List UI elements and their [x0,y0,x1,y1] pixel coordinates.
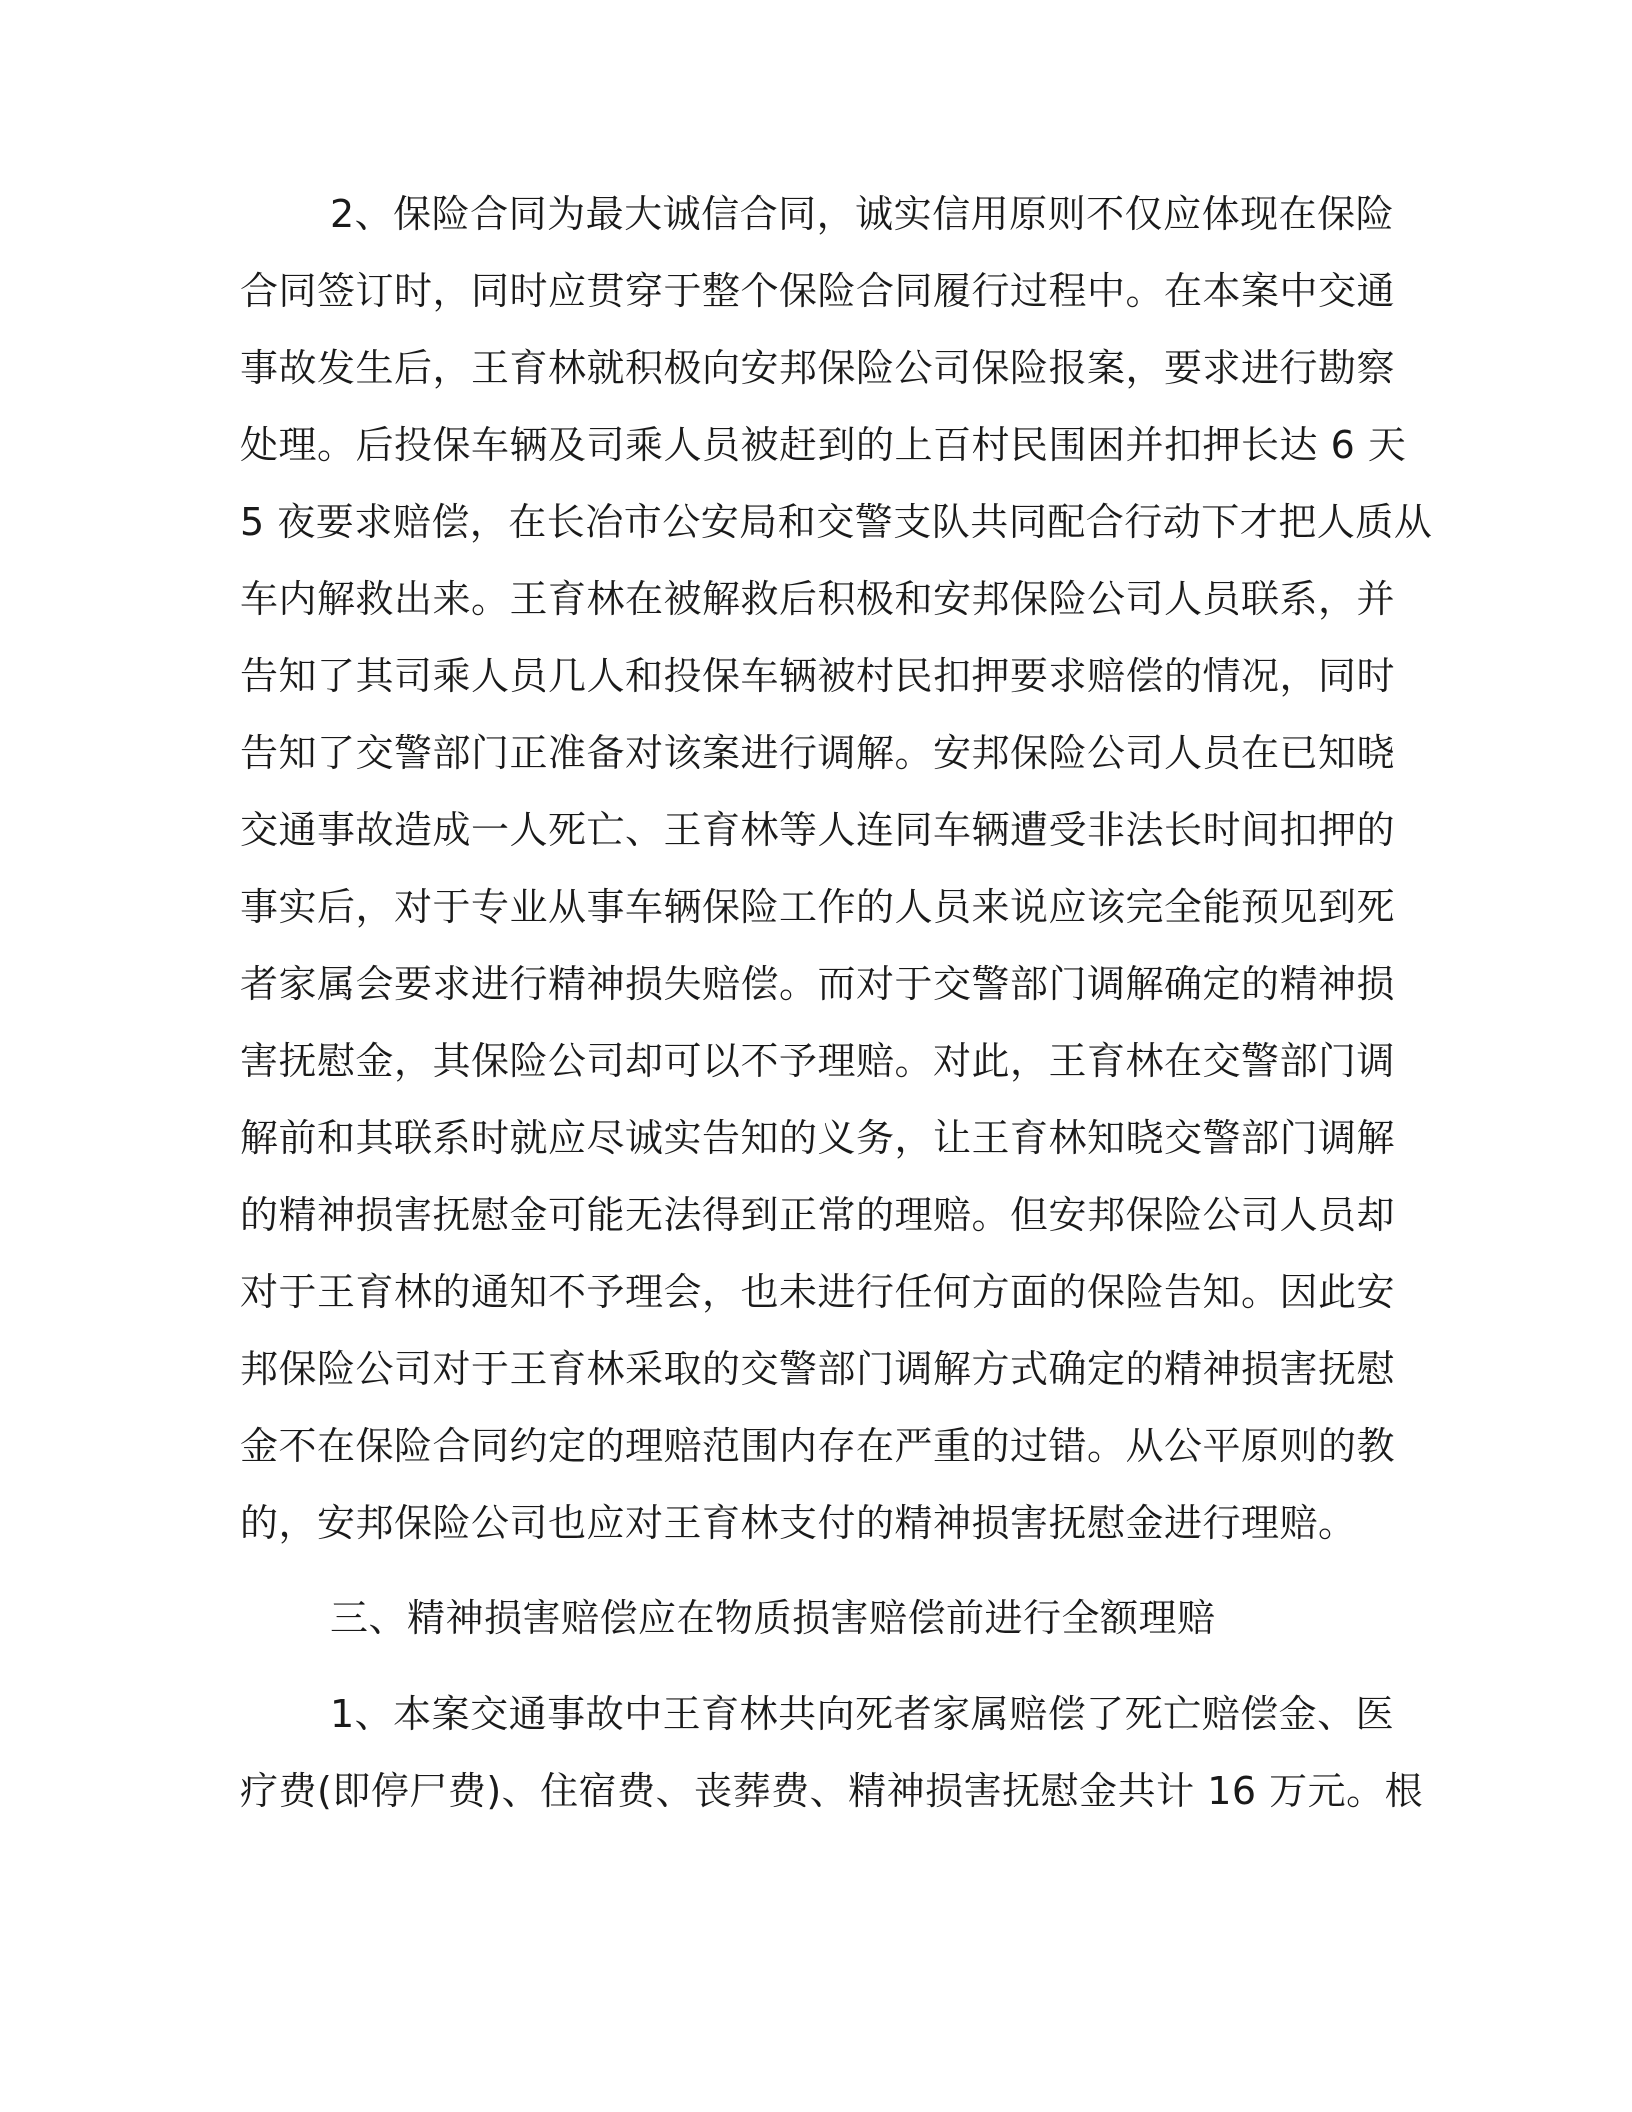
section-heading-3: 三、精神损害赔偿应在物质损害赔偿前进行全额理赔 [330,1596,1216,1640]
paragraph-2-line-2: 合同签订时，同时应贯穿于整个保险合同履行过程中。在本案中交通 [240,269,1396,313]
paragraph-2-line-10: 事实后，对于专业从事车辆保险工作的人员来说应该完全能预见到死 [240,885,1396,929]
paragraph-2-line-17: 金不在保险合同约定的理赔范围内存在严重的过错。从公平原则的教 [240,1424,1396,1468]
paragraph-2-line-9: 交通事故造成一人死亡、王育林等人连同车辆遭受非法长时间扣押的 [240,808,1396,852]
paragraph-2-line-8: 告知了交警部门正准备对该案进行调解。安邦保险公司人员在已知晓 [240,731,1396,775]
paragraph-2-line-5: 5 夜要求赔偿，在长冶市公安局和交警支队共同配合行动下才把人质从 [240,500,1433,544]
paragraph-2-line-13: 解前和其联系时就应尽诚实告知的义务，让王育林知晓交警部门调解 [240,1116,1396,1160]
paragraph-3-1-line-2: 疗费(即停尸费)、住宿费、丧葬费、精神损害抚慰金共计 16 万元。根 [240,1769,1424,1813]
paragraph-2-line-18: 的，安邦保险公司也应对王育林支付的精神损害抚慰金进行理赔。 [240,1501,1357,1545]
paragraph-2-line-14: 的精神损害抚慰金可能无法得到正常的理赔。但安邦保险公司人员却 [240,1193,1396,1237]
paragraph-3-1-line-1: 1、本案交通事故中王育林共向死者家属赔偿了死亡赔偿金、医 [330,1692,1395,1736]
paragraph-2-line-6: 车内解救出来。王育林在被解救后积极和安邦保险公司人员联系，并 [240,577,1396,621]
paragraph-2-line-15: 对于王育林的通知不予理会，也未进行任何方面的保险告知。因此安 [240,1270,1396,1314]
paragraph-2-line-11: 者家属会要求进行精神损失赔偿。而对于交警部门调解确定的精神损 [240,962,1396,1006]
paragraph-2-line-12: 害抚慰金，其保险公司却可以不予理赔。对此，王育林在交警部门调 [240,1039,1396,1083]
paragraph-2-line-16: 邦保险公司对于王育林采取的交警部门调解方式确定的精神损害抚慰 [240,1347,1396,1391]
paragraph-2-line-3: 事故发生后，王育林就积极向安邦保险公司保险报案，要求进行勘察 [240,346,1396,390]
paragraph-2-line-4: 处理。后投保车辆及司乘人员被赶到的上百村民围困并扣押长达 6 天 [240,423,1407,467]
paragraph-2-line-7: 告知了其司乘人员几人和投保车辆被村民扣押要求赔偿的情况，同时 [240,654,1396,698]
paragraph-2-line-1: 2、保险合同为最大诚信合同，诚实信用原则不仅应体现在保险 [330,192,1395,236]
